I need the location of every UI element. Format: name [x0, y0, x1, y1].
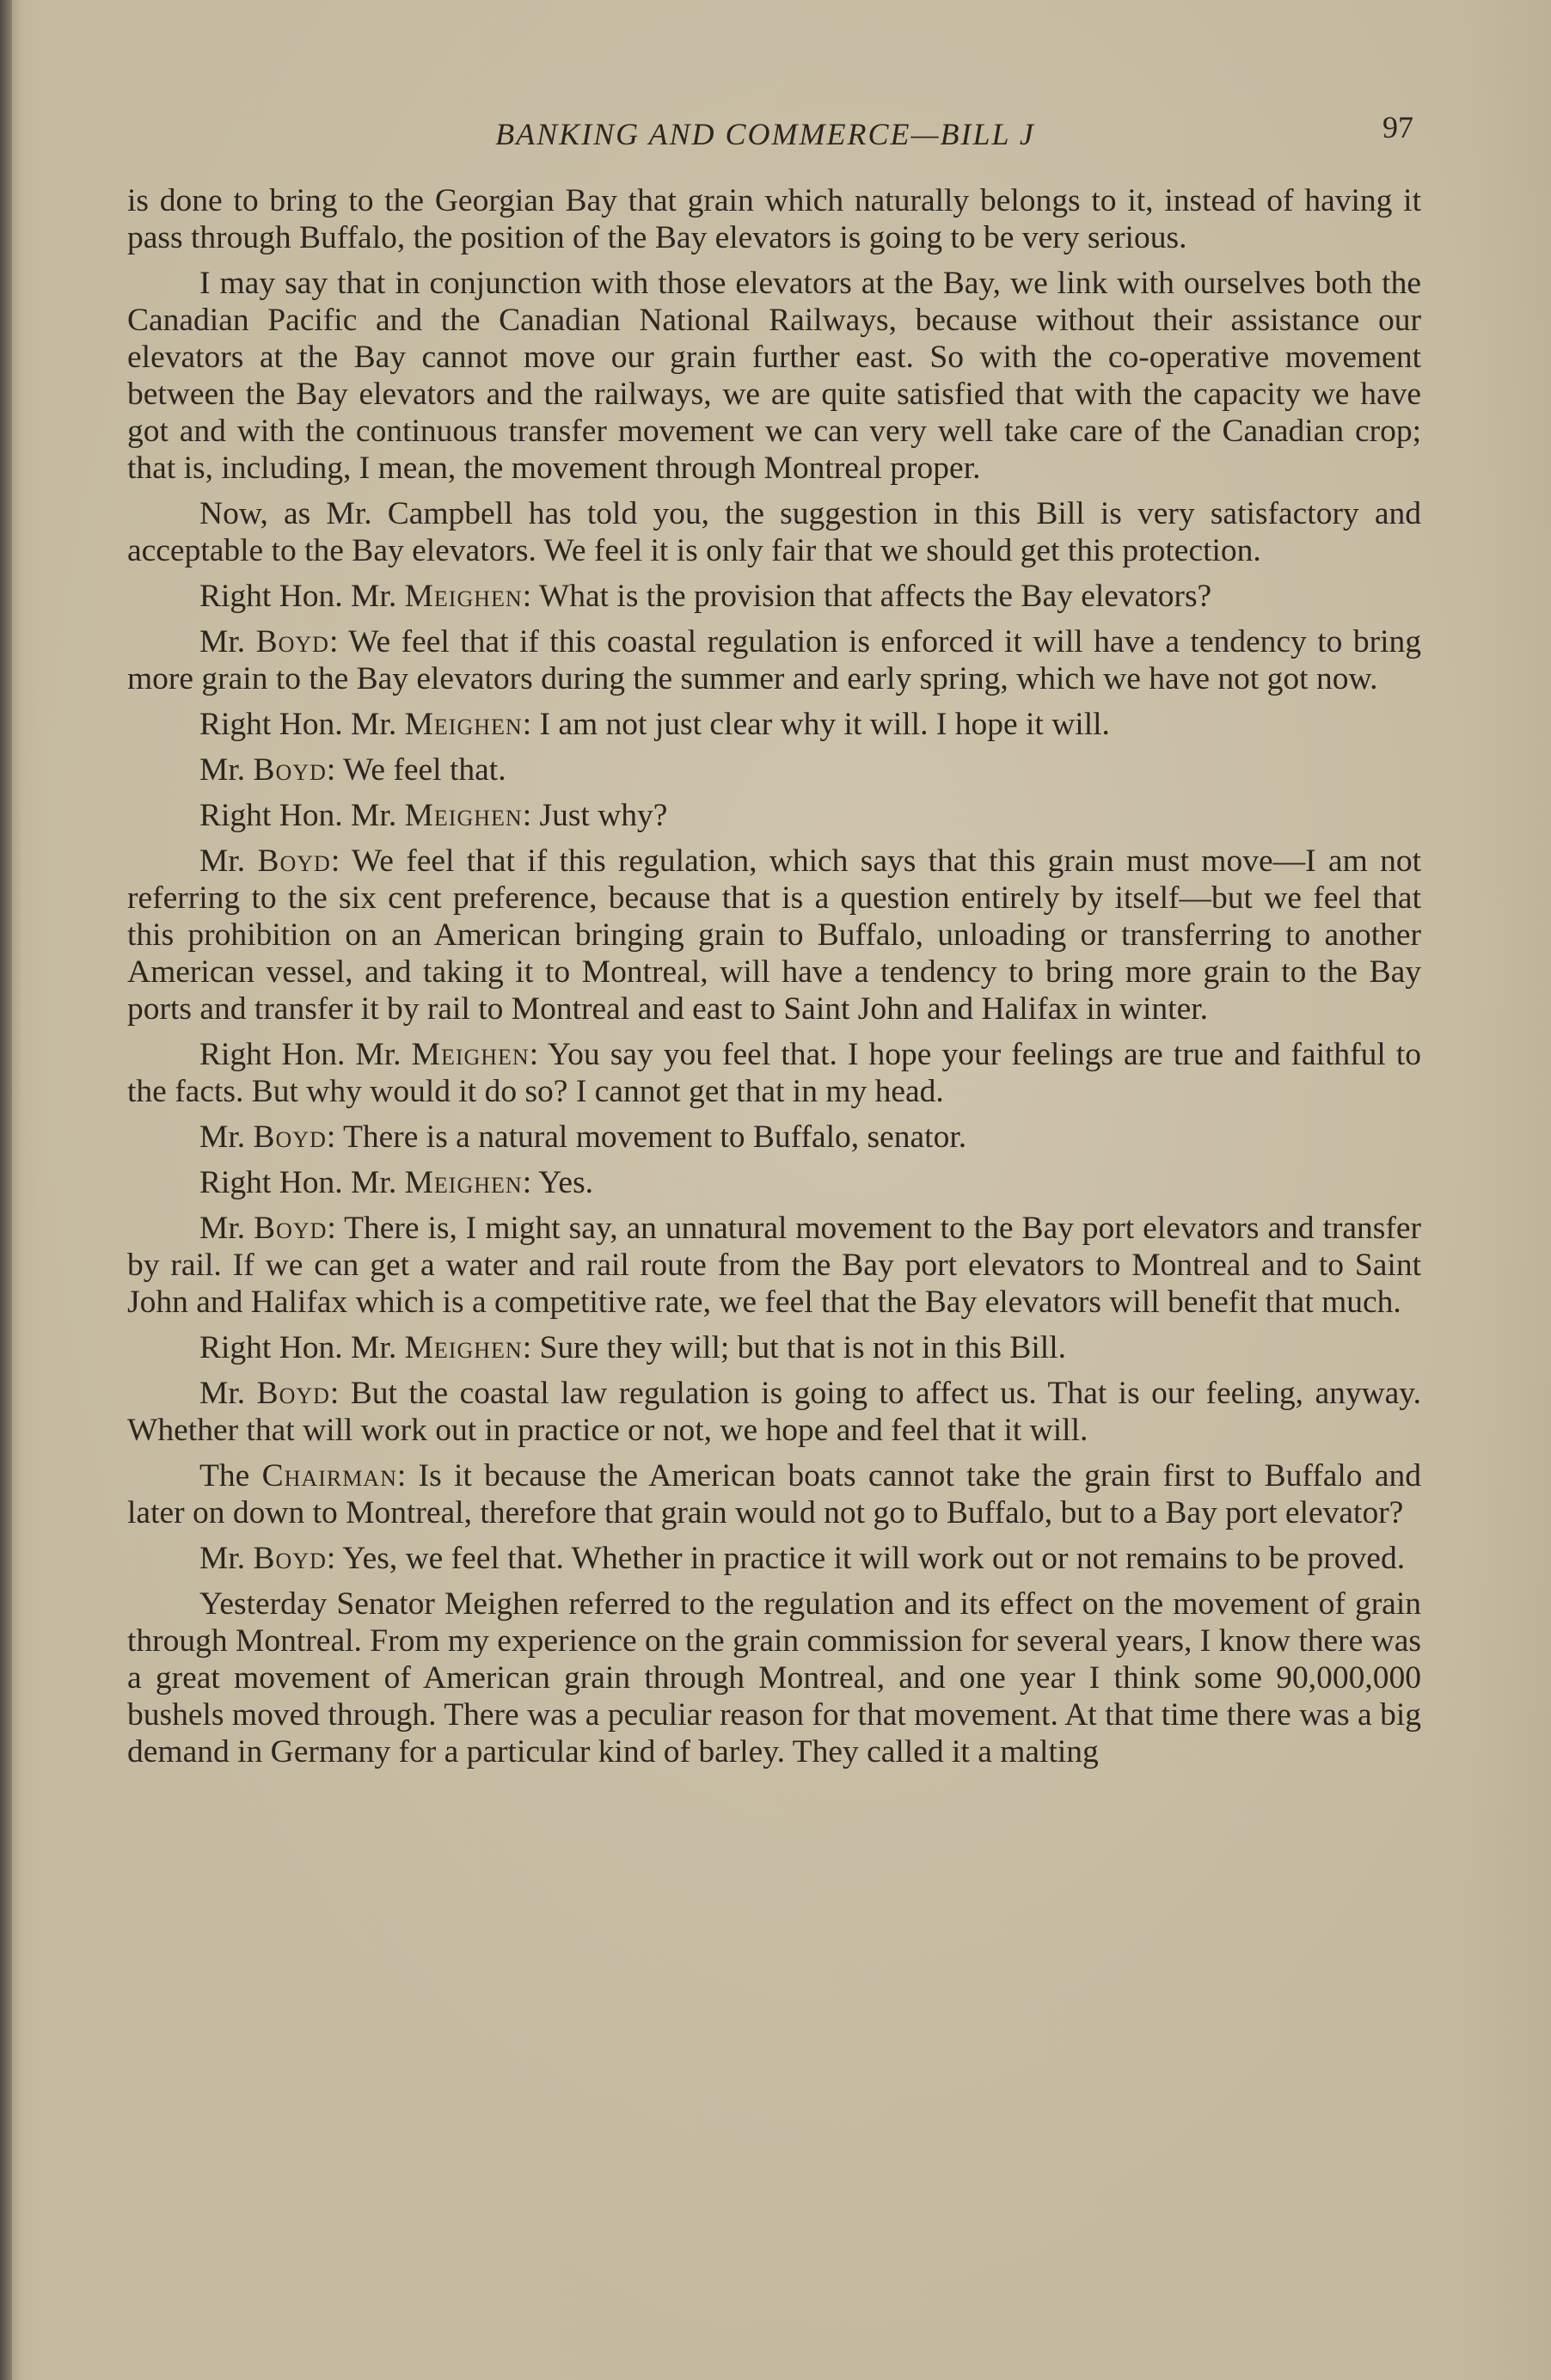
- paragraph: Right Hon. Mr. Meighen: Yes.: [199, 1165, 594, 1200]
- speaker-prefix: Right Hon. Mr.: [199, 1037, 412, 1072]
- paragraph-text: Yes.: [538, 1165, 594, 1200]
- body-text: [127, 182, 1421, 1779]
- speaker-prefix: Mr.: [199, 1119, 254, 1155]
- paragraph: Right Hon. Mr. Meighen: Just why?: [199, 798, 668, 833]
- speaker-prefix: Right Hon. Mr.: [199, 798, 405, 833]
- paragraph-text: There is, I might say, an unnatural movement to the Bay port elevators and transfer by rail. If we can get a water and rail route from the Bay port elevators to Montreal and to Saint John and Halifax which is a competitive rate, we feel that the Bay elevators will benefit that much.: [127, 1211, 1422, 1320]
- paragraph-text: Yesterday Senator Meighen referred to the regulation and its effect on the movement of grain through Montreal. From my experience on the grain commission for several years, I know there was a great movement of American grain through Montreal, and one year I think some 90,000,000 bushels moved through. There was a peculiar reason for that movement. At that time there was a big demand in Germany for a particular kind of barley. They called it a malting: [127, 1586, 1421, 1770]
- speaker-name: Meighen: [404, 1330, 523, 1365]
- paragraph-text: Just why?: [539, 798, 668, 833]
- paragraph-text: I am not just clear why it will. I hope it will.: [539, 707, 1110, 742]
- paragraph: [127, 182, 1421, 256]
- paragraph-text: There is a natural movement to Buffalo, senator.: [342, 1119, 967, 1155]
- speaker-prefix: The: [199, 1458, 262, 1494]
- paragraph-text: We feel that if this coastal regulation is enforced it will have a tendency to bring more grain to the Bay elevators during the summer and early spring, which we have not got now.: [127, 624, 1422, 696]
- paragraph: Mr. Boyd: There is a natural movement to Buffalo, senator.: [199, 1119, 967, 1155]
- paragraph-text: We feel that if this regulation, which says that this grain must move—I am not referring to the six cent preference, because that is a question entirely by itself—but we feel that this prohibition on an American bringing grain to Buffalo, unloading or transferring to another American vessel, and taking it to Montreal, will have a tendency to bring more grain to the Bay ports and transfer it by rail to Montreal and east to Saint John and Halifax in winter.: [127, 843, 1421, 1027]
- running-title: BANKING AND COMMERCE—BILL J: [495, 117, 1035, 151]
- paragraph: [127, 495, 1421, 569]
- speaker-prefix: Mr.: [199, 843, 258, 879]
- speaker-name: Meighen: [404, 579, 523, 614]
- paragraph: Mr. Boyd: But the coastal law regulation is going to affect us. That is our feeling, anyway. Whether that will work out in practice or not, we hope and feel that it will.: [127, 1376, 1421, 1448]
- speaker-prefix: Mr.: [199, 1211, 254, 1246]
- paragraph-text: Sure they will; but that is not in this Bill.: [539, 1330, 1066, 1365]
- speaker-prefix: Right Hon. Mr.: [199, 1165, 405, 1200]
- paragraph: Right Hon. Mr. Meighen: I am not just clear why it will. I hope it will.: [199, 707, 1110, 742]
- speaker-prefix: Right Hon. Mr.: [199, 579, 405, 614]
- paragraph-text: Yes, we feel that. Whether in practice it will work out or not remains to be proved.: [342, 1541, 1406, 1576]
- paragraph: Mr. Boyd: We feel that if this coastal regulation is enforced it will have a tendency to bring more grain to the Bay elevators during the summer and early spring, which we have not got now.: [127, 624, 1422, 696]
- paragraph-text: I may say that in conjunction with those elevators at the Bay, we link with ourselves both the Canadian Pacific and the Canadian National Railways, because without their assistance our elevators at the Bay cannot move our grain further east. So with the co-operative movement between the Bay elevators and the railways, we are quite satisfied that with the capacity we have got and with the continuous transfer movement we can very well take care of the Canadian crop; that is, including, I mean, the movement through Montreal proper.: [127, 266, 1421, 486]
- paragraph-text: You say you feel that. I hope your feelings are true and faithful to the facts. But why would it do so? I cannot get that in my head.: [127, 1037, 1421, 1109]
- speaker-name: Boyd: [256, 1376, 330, 1411]
- speaker-prefix: Mr.: [199, 752, 254, 788]
- speaker-name: Meighen: [404, 707, 523, 742]
- paragraph: Mr. Boyd: We feel that.: [199, 752, 506, 788]
- speaker-name: Chairman: [261, 1458, 397, 1494]
- paragraph: Mr. Boyd: We feel that if this regulation, which says that this grain must move—I am not referring to the six cent preference, because that is a question entirely by itself—but we feel that this prohibition on an American bringing grain to Buffalo, unloading or transferring to another American vessel, and taking it to Montreal, will have a tendency to bring more grain to the Bay ports and transfer it by rail to Montreal and east to Saint John and Halifax in winter.: [127, 843, 1421, 1027]
- speaker-name: Meighen: [411, 1037, 530, 1072]
- speaker-prefix: Mr.: [199, 624, 256, 659]
- speaker-name: Boyd: [254, 1211, 328, 1246]
- speaker-name: Boyd: [253, 1119, 327, 1155]
- paragraph: Mr. Boyd: Yes, we feel that. Whether in practice it will work out or not remains to be proved.: [199, 1541, 1406, 1576]
- paragraph-text: We feel that.: [342, 752, 506, 788]
- speaker-prefix: Right Hon. Mr.: [199, 707, 405, 742]
- paragraph: [127, 1586, 1421, 1770]
- speaker-name: Meighen: [404, 798, 523, 833]
- speaker-name: Boyd: [257, 843, 331, 879]
- speaker-prefix: Mr.: [199, 1376, 257, 1411]
- book-binding-edge: [0, 0, 12, 2380]
- speaker-prefix: Mr.: [199, 1541, 254, 1576]
- paragraph-text: Now, as Mr. Campbell has told you, the suggestion in this Bill is very satisfactory and acceptable to the Bay elevators. We feel it is only fair that we should get this protection.: [127, 496, 1421, 568]
- speaker-name: Boyd: [253, 752, 327, 788]
- page-number: 97: [1382, 110, 1413, 144]
- paragraph: Mr. Boyd: There is, I might say, an unnatural movement to the Bay port elevators and transfer by rail. If we can get a water and rail route from the Bay port elevators to Montreal and to Saint John and Halifax which is a competitive rate, we feel that the Bay elevators will benefit that much.: [127, 1211, 1422, 1320]
- speaker-name: Meighen: [404, 1165, 523, 1200]
- paragraph-text: But the coastal law regulation is going to affect us. That is our feeling, anyway. Whether that will work out in practice or not, we hope and feel that it will.: [127, 1376, 1421, 1448]
- speaker-name: Boyd: [253, 1541, 327, 1576]
- paragraph-text: is done to bring to the Georgian Bay that grain which naturally belongs to it, instead of having it pass through Buffalo, the position of the Bay elevators is going to be very serious.: [127, 183, 1421, 255]
- speaker-prefix: Right Hon. Mr.: [199, 1330, 405, 1365]
- speaker-name: Boyd: [255, 624, 329, 659]
- paragraph: [127, 265, 1421, 487]
- paragraph-text: What is the provision that affects the Bay elevators?: [538, 579, 1212, 614]
- page-header: [120, 110, 1413, 158]
- paragraph: The Chairman: Is it because the American boats cannot take the grain first to Buffalo and later on down to Montreal, therefore that grain would not go to Buffalo, but to a Bay port elevator?: [127, 1458, 1421, 1530]
- paragraph-text: Is it because the American boats cannot take the grain first to Buffalo and later on down to Montreal, therefore that grain would not go to Buffalo, but to a Bay port elevator?: [127, 1458, 1421, 1530]
- paragraph: Right Hon. Mr. Meighen: What is the provision that affects the Bay elevators?: [199, 579, 1212, 614]
- paragraph: Right Hon. Mr. Meighen: Sure they will; but that is not in this Bill.: [199, 1330, 1066, 1365]
- paragraph: Right Hon. Mr. Meighen: You say you feel that. I hope your feelings are true and faithful to the facts. But why would it do so? I cannot get that in my head.: [127, 1037, 1421, 1109]
